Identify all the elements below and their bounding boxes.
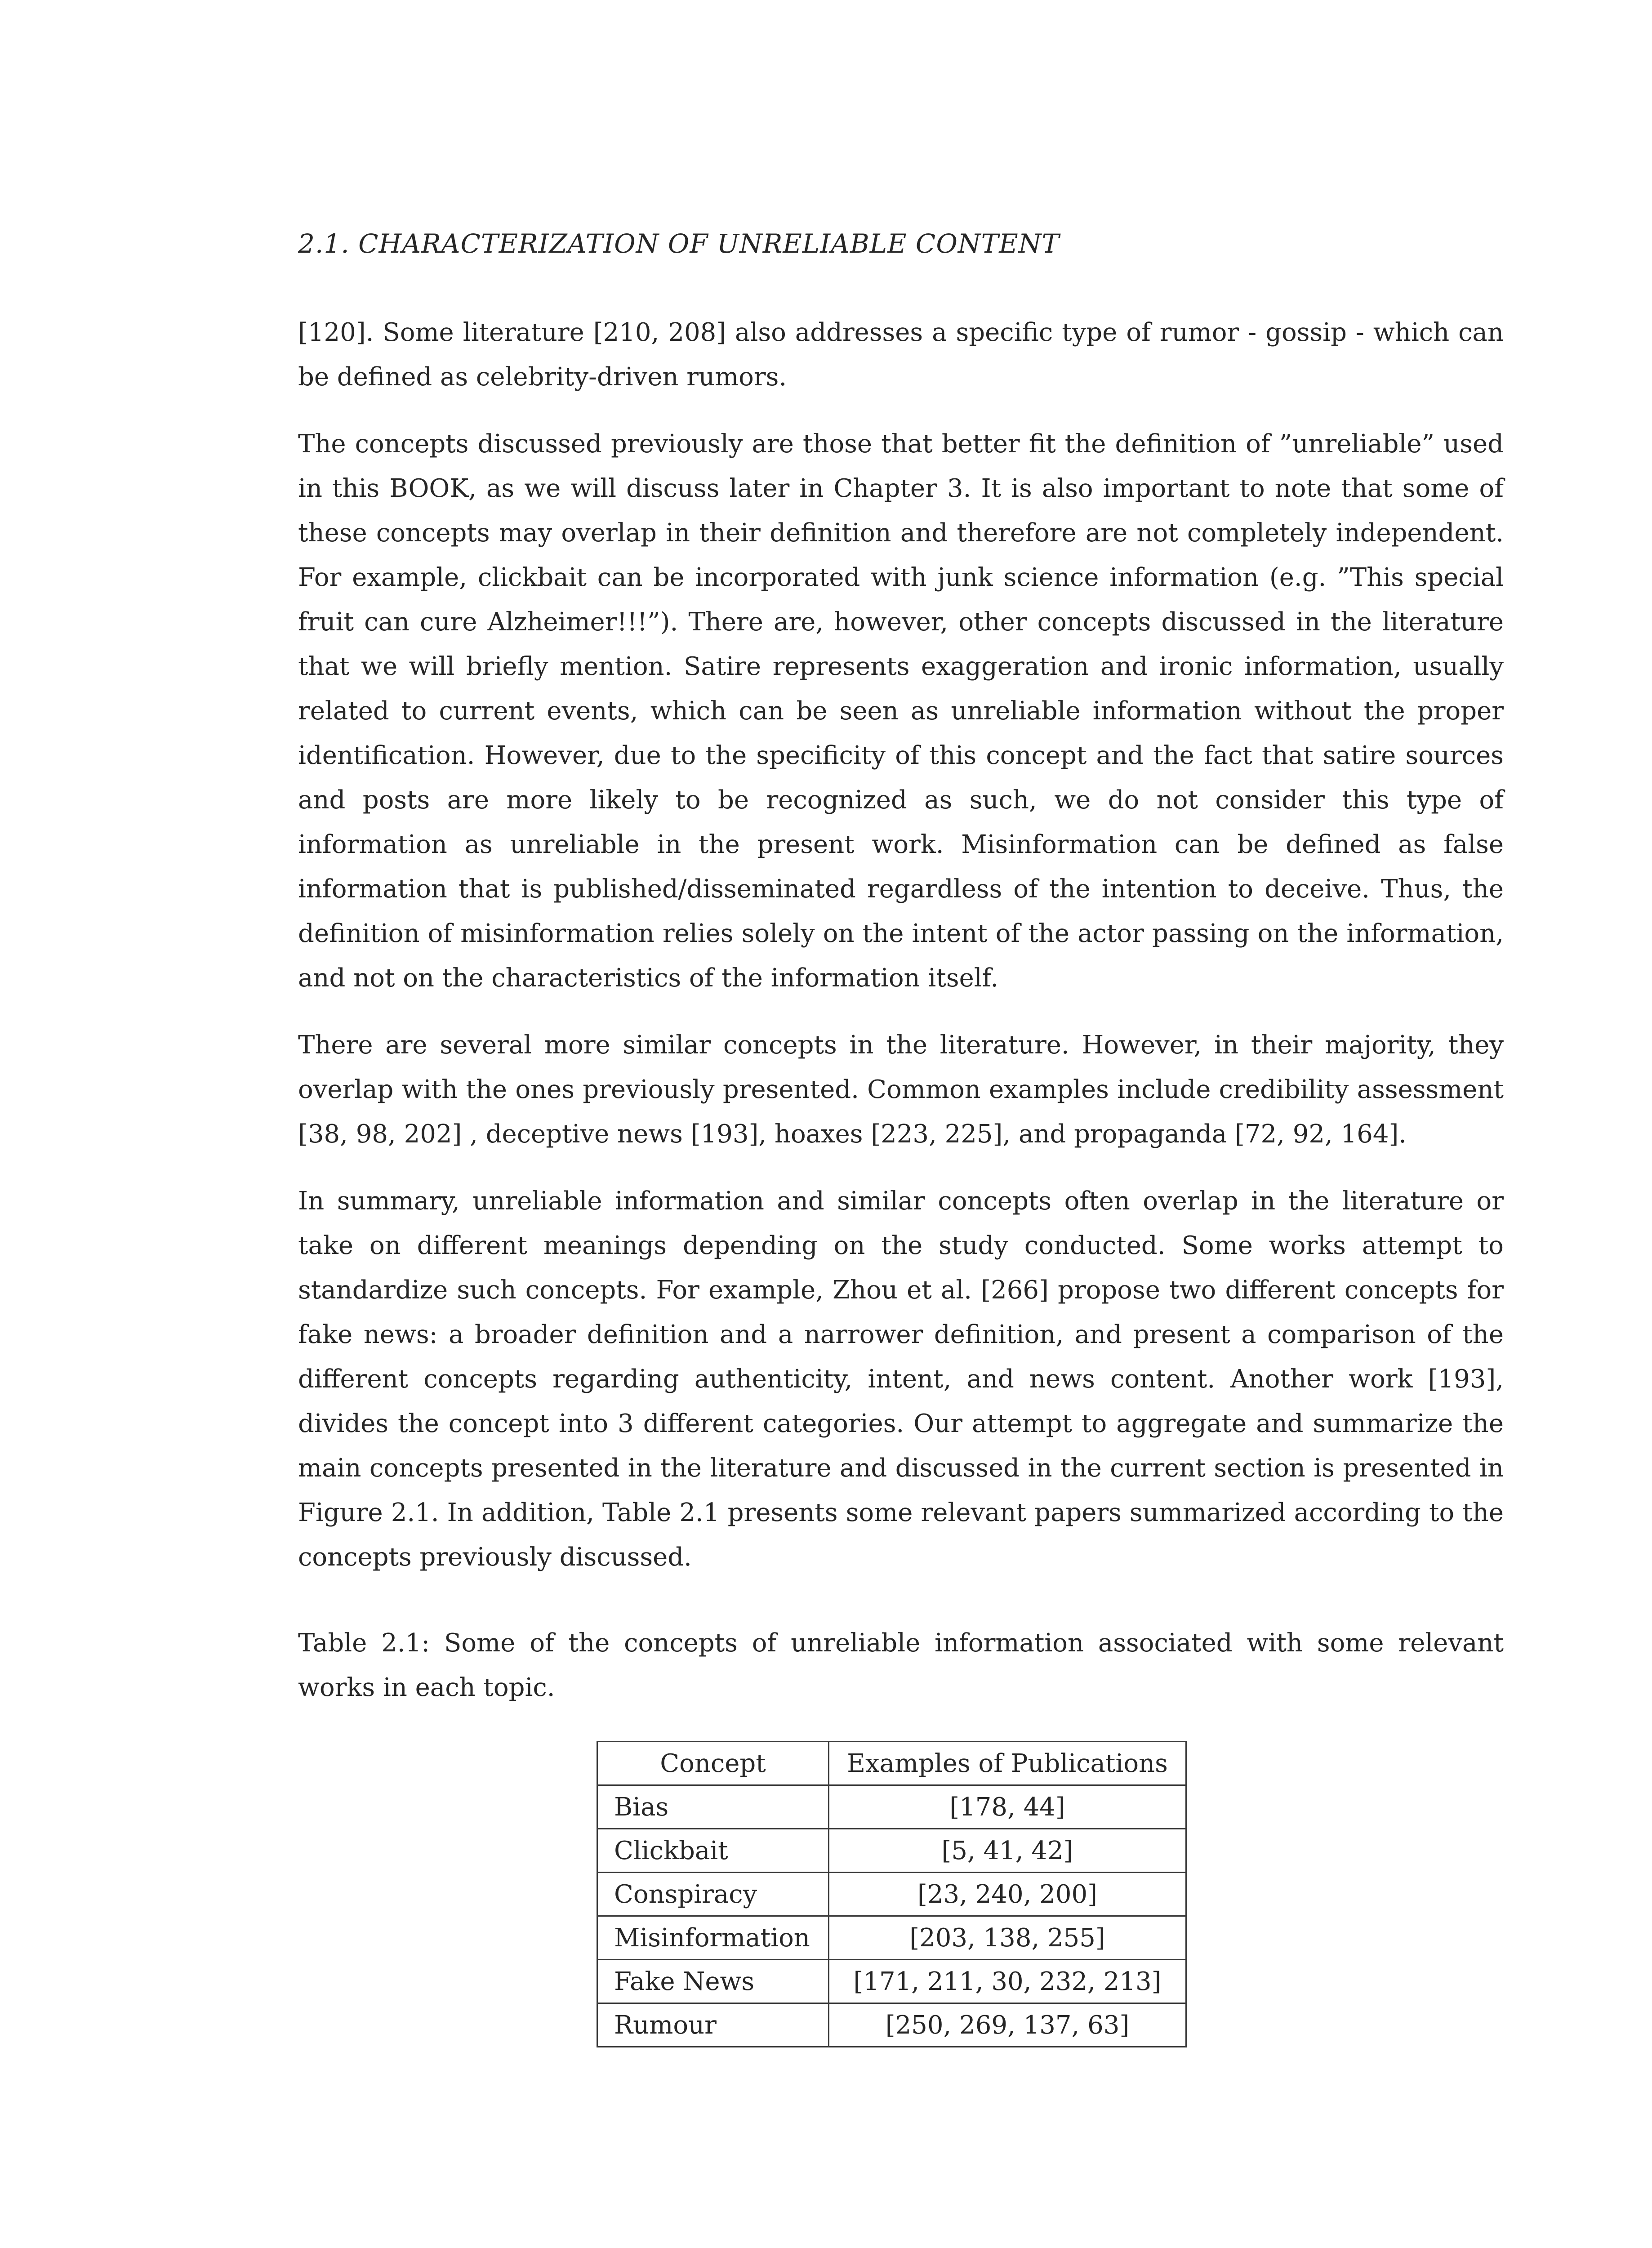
table-row <box>597 1829 1186 1873</box>
concept-cell: Conspiracy <box>597 1873 829 1916</box>
table-row <box>597 2003 1186 2047</box>
column-header-concept: Concept <box>597 1742 829 1785</box>
table-row <box>597 1916 1186 1960</box>
concept-cell: Bias <box>597 1785 829 1829</box>
table-caption: Table 2.1: Some of the concepts of unreliable information associated with some relevant works in each topic. <box>298 1628 1504 1702</box>
table-row <box>597 1785 1186 1829</box>
paragraph: In summary, unreliable information and similar concepts often overlap in the literature or take on different meanings depending on the study conducted. Some works attempt to standardize such concepts. For example, Zhou et al. [266] propose two different concepts for fake news: a broader definition and a narrower definition, and present a comparison of the different concepts regarding authenticity, intent, and news content. Another work [193], divides the concept into 3 different categories. Our attempt to aggregate and summarize the main concepts presented in the literature and discussed in the current section is presented in Figure 2.1. In addition, Table 2.1 presents some relevant papers summarized according to the concepts previously discussed. <box>298 1186 1504 1572</box>
body-text <box>298 310 1504 1710</box>
concept-cell: Rumour <box>597 2003 829 2047</box>
table-row <box>597 1873 1186 1916</box>
publications-cell: [250, 269, 137, 63] <box>829 2003 1186 2047</box>
publications-cell: [203, 138, 255] <box>829 1916 1186 1960</box>
paragraph: [120]. Some literature [210, 208] also addresses a specific type of rumor - gossip - which can be defined as celebrity-driven rumors. <box>298 318 1504 392</box>
concepts-table <box>597 1741 1187 2047</box>
concepts-table-wrapper <box>597 1741 1187 2047</box>
publications-cell: [23, 240, 200] <box>829 1873 1186 1916</box>
table-row <box>597 1960 1186 2003</box>
publications-cell: [171, 211, 30, 232, 213] <box>829 1960 1186 2003</box>
running-head: 2.1. CHARACTERIZATION OF UNRELIABLE CONTENT <box>298 228 1060 259</box>
paragraph: There are several more similar concepts in the literature. However, in their majority, they overlap with the ones previously presented. Common examples include credibility assessment [38, 98, 202] , deceptive news [193], hoaxes [223, 225], and propaganda [72, 92, 164]. <box>298 1030 1504 1149</box>
concept-cell: Clickbait <box>597 1829 829 1873</box>
paragraph: The concepts discussed previously are those that better fit the definition of ”unreliable” used in this BOOK, as we will discuss later in Chapter 3. It is also important to note that some of these concepts may overlap in their definition and therefore are not completely independent. For example, clickbait can be incorporated with junk science information (e.g. ”This special fruit can cure Alzheimer!!!”). There are, however, other concepts discussed in the literature that we will briefly mention. Satire represents exaggeration and ironic information, usually related to current events, which can be seen as unreliable information without the proper identification. However, due to the specificity of this concept and the fact that satire sources and posts are more likely to be recognized as such, we do not consider this type of information as unreliable in the present work. Misinformation can be defined as false information that is published/disseminated regardless of the intention to deceive. Thus, the definition of misinformation relies solely on the intent of the actor passing on the information, and not on the characteristics of the information itself. <box>298 429 1504 993</box>
table-header-row <box>597 1742 1186 1785</box>
publications-cell: [5, 41, 42] <box>829 1829 1186 1873</box>
concept-cell: Fake News <box>597 1960 829 2003</box>
concept-cell: Misinformation <box>597 1916 829 1960</box>
column-header-publications: Examples of Publications <box>829 1742 1186 1785</box>
publications-cell: [178, 44] <box>829 1785 1186 1829</box>
